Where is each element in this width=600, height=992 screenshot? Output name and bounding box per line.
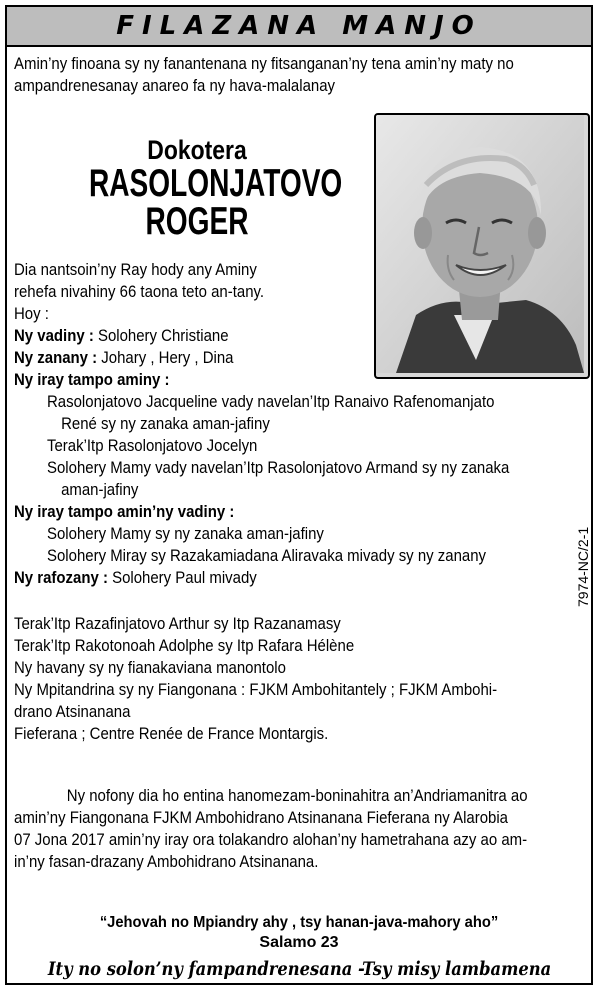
wife-name: Solohery Christiane [93, 326, 229, 345]
siblings-list [47, 391, 509, 501]
inlaws-label: Ny rafozany : [14, 568, 108, 587]
other-line-1: Terak’Itp Razafinjatovo Arthur sy Itp Razanamasy [14, 614, 341, 633]
siblings-label-row [14, 369, 264, 391]
intro-text [14, 53, 514, 97]
others-list [14, 613, 497, 745]
obituary-notice [5, 5, 593, 985]
portrait-photo [374, 113, 590, 379]
sibling-2: Terak’Itp Rasolonjatovo Jocelyn [47, 436, 258, 455]
funeral-line-3: 07 Jona 2017 amin’ny iray ora tolakandro alohan’ny hametrahana azy ao am- [14, 830, 528, 849]
honorific: Dokotera [147, 135, 247, 165]
hoy-label: Hoy : [14, 304, 49, 323]
intro-line-1: Amin’ny finoana sy ny fanantenana ny fitsanganan’ny tena amin’ny maty no [14, 54, 514, 73]
footer-note: Ity no solon’ny fampandrenesana -Tsy misy lambamena [47, 958, 552, 980]
notice-header [7, 7, 591, 47]
wife-siblings-label-row [14, 501, 234, 523]
announcement-text [14, 259, 264, 391]
funeral-line-1: Ny nofony dia ho entina hanomezam-boninahitra an’Andriamanitra ao [66, 786, 528, 805]
wife-sibling-1: Solohery Mamy sy ny zanaka aman-jafiny [47, 524, 324, 543]
firstname: ROGER [145, 200, 249, 243]
other-line-2: Terak’Itp Rakotonoah Adolphe sy Itp Rafara Hélène [14, 636, 355, 655]
reference-code: 7974-NC/2-1 [575, 526, 591, 607]
funeral-line-4: in’ny fasan-drazany Ambohidrano Atsinanana. [14, 852, 319, 871]
wife-siblings-list [47, 523, 486, 567]
inlaws-name: Solohery Paul mivady [107, 568, 257, 587]
funeral-paragraph [14, 785, 597, 873]
inlaws-row [14, 567, 257, 589]
children-names: Johary , Hery , Dina [97, 348, 234, 367]
deceased-name-block [47, 135, 347, 241]
notice-title: FILAZANA MANJO [116, 11, 482, 41]
announcement-line-1: Dia nantsoin’ny Ray hody any Aminy [14, 260, 257, 279]
wife-sibling-2: Solohery Miray sy Razakamiadana Aliravaka mivady sy ny zanany [47, 546, 487, 565]
other-line-5: drano Atsinanana [14, 702, 131, 721]
wife-siblings-label: Ny iray tampo amin’ny vadiny : [14, 502, 235, 521]
sibling-1: Rasolonjatovo Jacqueline vady navelan’Itp Ranaivo Rafenomanjato [47, 392, 495, 411]
announcement-line-2: rehefa nivahiny 66 taona teto an-tany. [14, 282, 265, 301]
children-label: Ny zanany : [14, 348, 98, 367]
psalm-reference: Salamo 23 [259, 934, 339, 951]
sibling-3: Solohery Mamy vady navelan’Itp Rasolonjatovo Armand sy ny zanaka [47, 458, 510, 477]
siblings-label: Ny iray tampo aminy : [14, 370, 170, 389]
portrait-image [376, 115, 584, 373]
intro-line-2: ampandrenesanay anareo fa ny hava-malalanay [14, 76, 336, 95]
other-line-3: Ny havany sy ny fianakaviana manontolo [14, 658, 286, 677]
funeral-line-2: amin’ny Fiangonana FJKM Ambohidrano Atsinanana Fieferana ny Alarobia [14, 808, 508, 827]
wife-row [14, 325, 264, 347]
other-line-6: Fieferana ; Centre Renée de France Montargis. [14, 724, 329, 743]
surname: RASOLONJATOVO [88, 162, 343, 205]
bible-quote: “Jehovah no Mpiandry ahy , tsy hanan-java-mahory aho” [99, 914, 499, 931]
children-row [14, 347, 264, 369]
sibling-3-cont: aman-jafiny [61, 480, 139, 499]
wife-label: Ny vadiny : [14, 326, 94, 345]
sibling-1-cont: René sy ny zanaka aman-jafiny [61, 414, 270, 433]
other-line-4: Ny Mpitandrina sy ny Fiangonana : FJKM Ambohitantely ; FJKM Ambohi- [14, 680, 498, 699]
